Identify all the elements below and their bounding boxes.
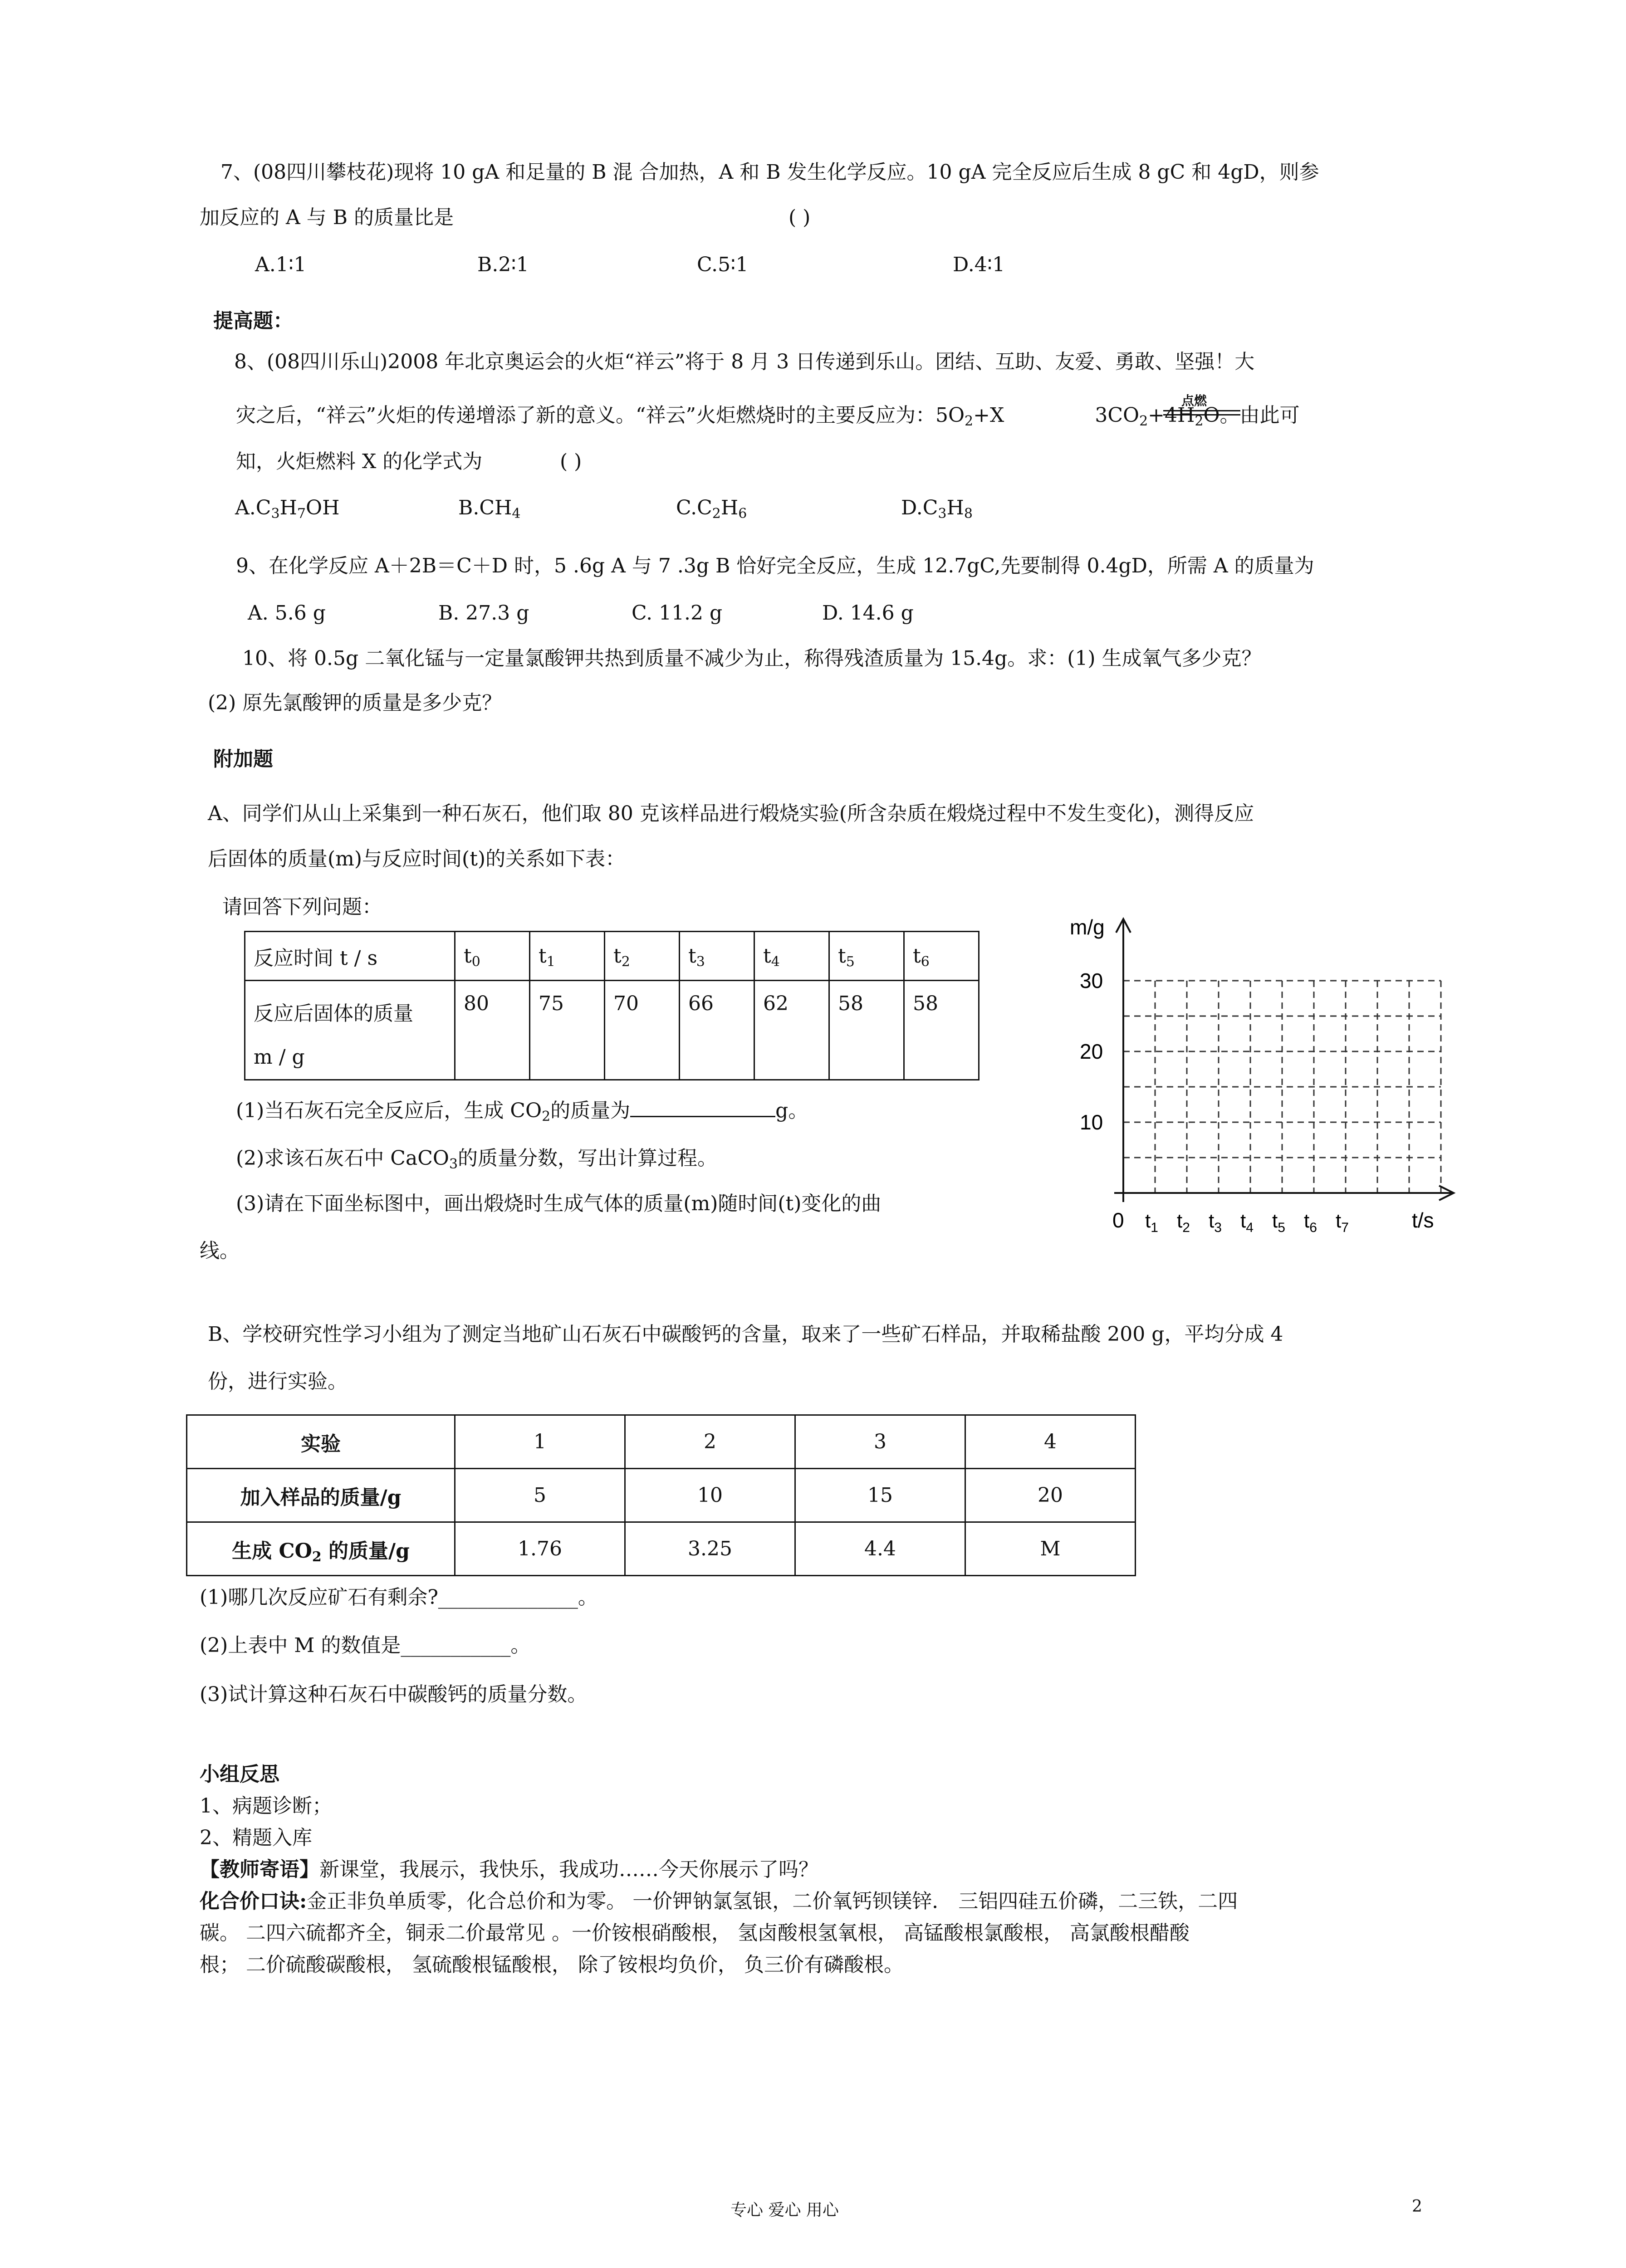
table-header-cell: 3 (795, 1415, 965, 1469)
q7-answer-paren: ( ) (789, 206, 811, 229)
q7-option-a: A.1∶1 (255, 253, 307, 276)
qB-sub3: (3)试计算这种石灰石中碳酸钙的质量分数。 (200, 1683, 588, 1706)
answer-blank[interactable] (630, 1098, 775, 1117)
q8-option-b: $B.CH_4$ (458, 496, 521, 522)
y-axis-label: m/g (1070, 915, 1105, 939)
q8-option-d: $D.C_3H_8$ (901, 496, 973, 522)
x-tick-t3: $t_3$ (1209, 1210, 1222, 1235)
x-tick-t2: $t_2$ (1177, 1210, 1190, 1235)
q8-line1: 8、(08四川乐山)2008 年北京奥运会的火炬“祥云”将于 8 月 3 日传递到乐山。团结、互助、友爱、勇敢、坚强！大 (234, 350, 1255, 373)
q8-option-c: $C.C_2H_6$ (676, 496, 747, 522)
valence-line-2: 碳。 二四六硫都齐全，铜汞二价最常见 。一价铵根硝酸根， 氢卤酸根氢氧根， 高锰酸根氯酸根， 高氯酸根醋酸 (200, 1921, 1190, 1945)
x-tick-t4: $t_4$ (1240, 1210, 1254, 1235)
page-number: 2 (1412, 2197, 1422, 2216)
qB-line1: B、学校研究性学习小组为了测定当地矿山石灰石中碳酸钙的含量，取来了一些矿石样品，并取稀盐酸 200 g，平均分成 4 (208, 1323, 1283, 1346)
x-tick-labels (1145, 1210, 1349, 1235)
qB-sub1: (1)哪几次反应矿石有剩余?______________。 (200, 1586, 598, 1609)
y-tick-30: 30 (1080, 969, 1103, 992)
qA-coordinate-graph (1043, 903, 1479, 1252)
y-tick-20: 20 (1080, 1040, 1103, 1063)
q7-option-d: D.4∶1 (953, 253, 1005, 276)
q9-text: 9、在化学反应 A＋2B＝C＋D 时，5 .6g A 与 7 .3g B 恰好完全反应，生成 12.7gC,先要制得 0.4gD，所需 A 的质量为 (236, 554, 1314, 577)
qA-data-table (244, 931, 980, 1080)
time-cell: $t_3$ (680, 932, 754, 981)
table-row-label: 生成 $CO_2$ 的质量/g (187, 1522, 455, 1576)
x-tick-t1: $t_1$ (1145, 1210, 1158, 1235)
q7-line2: 加反应的 A 与 B 的质量比是 (200, 206, 454, 229)
table-cell: 10 (625, 1469, 795, 1522)
time-cell: $t_1$ (530, 932, 605, 981)
table-cell: 1.76 (455, 1522, 625, 1576)
table-row (187, 1469, 1136, 1522)
section-extra-heading: 附加题 (213, 748, 273, 771)
qA-sub2: (2)求该石灰石中 CaCO$_3$的质量分数，写出计算过程。 (236, 1147, 718, 1172)
q8-answer-paren: ( ) (560, 450, 582, 473)
mass-cell: 58 (829, 981, 904, 1080)
table-header-cell: 实验 (187, 1415, 455, 1469)
table-row-label: 反应时间 t / s (245, 932, 455, 981)
mass-cell: 58 (904, 981, 979, 1080)
table-cell: 3.25 (625, 1522, 795, 1576)
table-header-cell: 4 (965, 1415, 1136, 1469)
q8-line3: 知，火炬燃料 X 的化学式为 (236, 450, 483, 473)
q8-line2: 灾之后，“祥云”火炬的传递增添了新的意义。“祥云”火炬燃烧时的主要反应为：$5O_2+X$ $3CO_2+4H_2O$。由此可 (236, 404, 1300, 429)
mass-cell: 62 (754, 981, 829, 1080)
table-cell: 5 (455, 1469, 625, 1522)
time-cell: $t_2$ (605, 932, 680, 981)
table-row-label: 反应后固体的质量 m / g (245, 981, 455, 1080)
q10-line1: 10、将 0.5g 二氧化锰与一定量氯酸钾共热到质量不减少为止，称得残渣质量为 15.4g。求：(1) 生成氧气多少克？ (242, 647, 1262, 670)
teacher-message: 【教师寄语】新课堂，我展示，我快乐，我成功……今天你展示了吗？ (200, 1858, 818, 1881)
origin-label: 0 (1112, 1208, 1124, 1232)
qA-line1: A、同学们从山上采集到一种石灰石，他们取 80 克该样品进行煅烧实验(所含杂质在煅烧过程中不发生变化)，测得反应 (208, 802, 1254, 825)
x-tick-t7: $t_7$ (1336, 1210, 1349, 1235)
mass-cell: 70 (605, 981, 680, 1080)
table-row-label: 加入样品的质量/g (187, 1469, 455, 1522)
footer-motto: 专心 爱心 用心 (730, 2201, 839, 2219)
table-cell: 15 (795, 1469, 965, 1522)
qA-line2: 后固体的质量(m)与反应时间(t)的关系如下表： (208, 847, 626, 870)
section-advanced-heading: 提高题： (213, 309, 293, 332)
time-cell: $t_6$ (904, 932, 979, 981)
qA-sub3-line2: 线。 (200, 1239, 240, 1262)
time-cell: $t_5$ (829, 932, 904, 981)
table-row (187, 1415, 1136, 1469)
q9-option-a: A. 5.6 g (248, 601, 326, 625)
q9-option-c: C. 11.2 g (632, 601, 723, 625)
time-cell: $t_4$ (754, 932, 829, 981)
table-row (245, 981, 979, 1080)
q7-line1: 7、(08四川攀枝花)现将 10 gA 和足量的 B 混 合加热，A 和 B 发生化学反应。10 gA 完全反应后生成 8 gC 和 4gD，则参 (220, 161, 1319, 184)
qB-line2: 份，进行实验。 (208, 1370, 348, 1393)
q8-reaction-arrow (1163, 393, 1240, 415)
time-cell: $t_0$ (455, 932, 530, 981)
q8-option-a: $A.C_3H_7OH$ (235, 496, 340, 522)
x-tick-t5: $t_5$ (1272, 1210, 1285, 1235)
mass-cell: 75 (530, 981, 605, 1080)
reflection-item-1: 1、病题诊断； (200, 1794, 332, 1818)
q9-option-b: B. 27.3 g (438, 601, 529, 625)
reflection-title: 小组反思 (200, 1763, 279, 1786)
mass-cell: 80 (455, 981, 530, 1080)
qA-prompt: 请回答下列问题： (222, 895, 382, 919)
graph-grid (1123, 981, 1441, 1193)
table-cell: M (965, 1522, 1136, 1576)
q8-condition-label: 点燃 (1181, 393, 1207, 408)
q7-option-c: C.5∶1 (697, 253, 749, 276)
table-row (245, 932, 979, 981)
x-tick-t6: $t_6$ (1304, 1210, 1317, 1235)
table-header-cell: 2 (625, 1415, 795, 1469)
mass-cell: 66 (680, 981, 754, 1080)
qB-sub2: (2)上表中 M 的数值是___________。 (200, 1634, 531, 1657)
reflection-item-2: 2、精题入库 (200, 1826, 312, 1849)
qA-sub3-line1: (3)请在下面坐标图中，画出煅烧时生成气体的质量(m)随时间(t)变化的曲 (236, 1192, 882, 1215)
table-header-cell: 1 (455, 1415, 625, 1469)
qA-sub1: (1)当石灰石完全反应后，生成 $CO_2$的质量为 g。 (236, 1098, 808, 1124)
valence-line-3: 根； 二价硫酸碳酸根， 氢硫酸根锰酸根， 除了铵根均负价， 负三价有磷酸根。 (200, 1953, 904, 1976)
q10-line2: (2) 原先氯酸钾的质量是多少克？ (208, 691, 502, 714)
table-cell: 20 (965, 1469, 1136, 1522)
q9-option-d: D. 14.6 g (822, 601, 914, 625)
qB-data-table (186, 1414, 1136, 1576)
q7-option-b: B.2∶1 (477, 253, 529, 276)
valence-line-1: 化合价口诀:金正非负单质零，化合总价和为零。 一价钾钠氯氢银，二价氧钙钡镁锌． 三铝四硅五价磷，二三铁，二四 (200, 1890, 1238, 1913)
y-tick-10: 10 (1080, 1110, 1103, 1134)
x-axis-label: t/s (1412, 1208, 1434, 1232)
table-cell: 4.4 (795, 1522, 965, 1576)
table-row (187, 1522, 1136, 1576)
